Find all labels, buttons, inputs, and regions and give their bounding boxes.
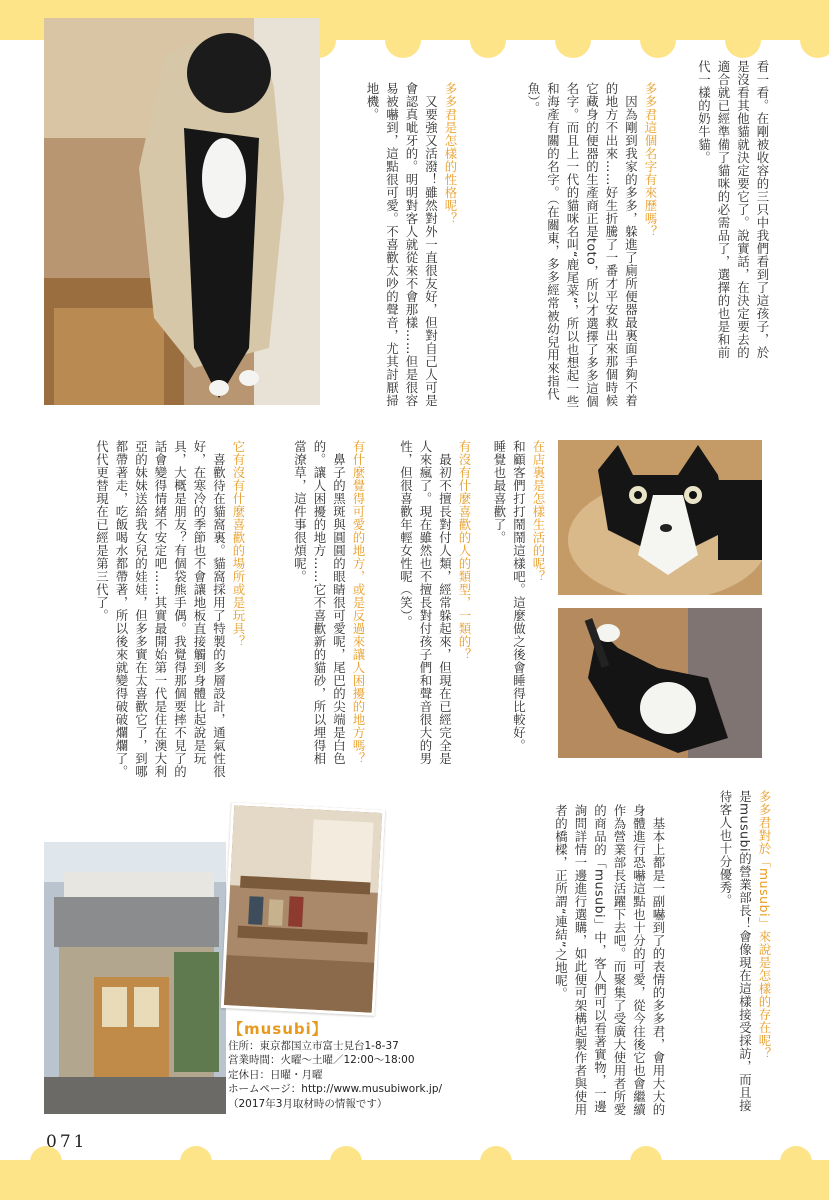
question-heading: 多多君這個名字有來歷嗎？ — [643, 82, 658, 238]
question-heading: 多多君是怎樣的性格呢？ — [443, 82, 458, 225]
intro-line-1: 看一看。在剛被收容的三只中我們看到了這孩子，於 — [755, 60, 770, 359]
answer-text: 因為剛到我家的多多，躲進了廁所便器最裏面手夠不着的地方不出來……好生折騰了一番才平安救出來那個時候它藏身的便器的生產商正是toto，所以才選擇了多多這個名字。而且上一代的貓咪名叫“鹿尾菜”，所以也想起一些和海產有關的名字。（在關東，多多經常被幼兒用來指代魚）。 — [526, 82, 639, 409]
question-heading: 有沒有什麼喜歡的人的類型，一類的？ — [457, 440, 472, 661]
qa-cute-troubling — [250, 440, 368, 770]
shop-info — [228, 1022, 528, 1111]
intro-line-3: 適合就已經準備了貓咪的必需品了，選擇的也是和前 — [716, 60, 731, 359]
qa-favorite-place-toy — [44, 440, 248, 780]
answer-text: 是musubi的營業部長！會像現在這樣接受採訪，而且接待客人也十分優秀。 — [718, 790, 753, 1113]
closing-text: 基本上都是一副嚇到了的表情的多多君，會用大大的身體進行恐嚇這點也十分的可愛，從今往後它也會繼續作為營業部長活躍下去吧。而聚集了受廣大使用者所愛的商品的「musubi」中，客人們可以看著實物，一邊詢問詳情一邊進行選購，如此便可架構起製作者與使用者的橋樑，正所謂“連結”之地呢。 — [553, 804, 666, 1116]
intro-line-4: 代一樣的奶牛貓。 — [696, 60, 712, 164]
bottom-decorative-band — [0, 1160, 829, 1200]
question-heading: 在店裏是怎樣生活的呢？ — [531, 440, 546, 583]
shop-name: 【musubi】 — [228, 1020, 328, 1038]
question-heading: 它有沒有什麼喜歡的場所或是玩具？ — [231, 440, 246, 648]
intro-column — [672, 60, 772, 430]
shop-closed-days: 定休日：日曜・月曜 — [228, 1068, 323, 1081]
question-heading: 有什麼覺得可愛的地方，或是反過來讓人困擾的地方嗎？ — [351, 440, 366, 765]
photo-woman-holding-cat — [44, 18, 320, 405]
qa-personality — [328, 82, 460, 412]
answer-text: 又要強又活潑！雖然對外一直很友好，但對自己人可是會認真呲牙的。明明對客人就從來不會那樣……但是很容易被嚇到，這點很可愛。不喜歡太吵的聲音，尤其討厭掃地機。 — [365, 82, 439, 407]
photo-shop-exterior — [44, 842, 226, 1114]
photo-cat-playing — [558, 608, 762, 758]
qa-favorite-people — [370, 440, 474, 770]
shop-address: 住所：東京都国立市富士見台1-8-37 — [228, 1039, 399, 1052]
shop-info-note: （2017年3月取材時の情報です） — [228, 1097, 388, 1110]
answer-text: 最初不擅長對付人類，經常躲起來，但現在已經完全是人來瘋了。現在雖然也不擅長對付孩子們和聲音很大的男性，但很喜歡年輕女性呢（笑）。 — [398, 440, 453, 765]
shop-website[interactable]: ホームページ：http://www.musubiwork.jp/ — [228, 1083, 443, 1095]
intro-line-2: 是沒看其他貓就決定要它了。說實話，在決定要去的 — [735, 60, 751, 359]
shop-hours: 営業時間：火曜～土曜／12:00～18:00 — [228, 1054, 415, 1066]
answer-text: 喜歡待在貓窩裏。貓窩採用了特製的多層設計，通氣性很好，在寒冷的季節也不會讓地板直接觸到身體比起說是玩具，大概是朋友？有個袋熊手偶。我覺得那個要摔不見了的話會變得情緒不安定吧……其實最開始第一代是住在澳大利亞的妹妹送給我女兒的娃娃，但多多實在太喜歡它了，到哪都帶著走，吃飯喝水都帶著，所以後來就變得破破爛爛了。代代更替現在已經是第三代了。 — [94, 440, 227, 778]
photo-cat-face — [558, 440, 762, 595]
answer-text: 和顧客們打打鬧鬧這樣吧。這麼做之後會睡得比較好。睡覺也最喜歡了。 — [492, 440, 527, 752]
qa-daily-life — [476, 440, 548, 760]
answer-text: 鼻子的黑斑與圓圓的眼睛很可愛呢，尾巴的尖端是白色的。讓人困擾的地方……它不喜歡新的貓砂，所以埋得相當潦草，這件事很煩呢。 — [292, 440, 347, 765]
page-number: 071 — [46, 1132, 88, 1152]
qa-role-at-musubi — [688, 790, 774, 1120]
qa-name-origin — [498, 82, 660, 412]
photo-shop-interior — [221, 802, 386, 1016]
question-heading: 多多君對於「musubi」來說是怎樣的存在呢？ — [757, 790, 772, 1061]
